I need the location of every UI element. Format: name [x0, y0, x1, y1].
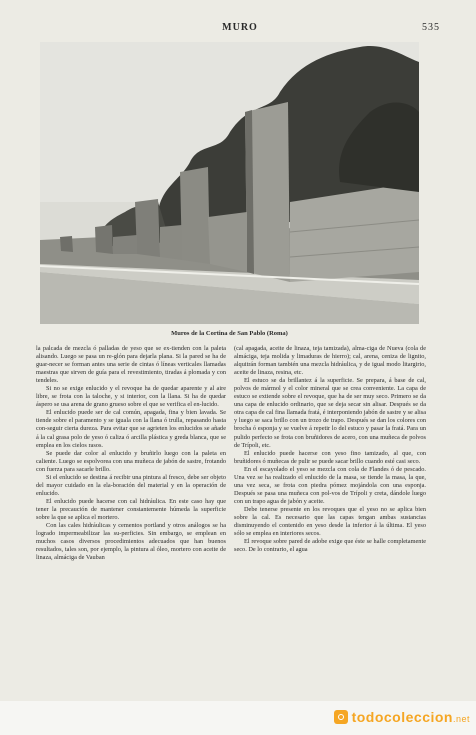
paragraph: la palcada de mezcla ó palladas de yeso que se ex-tienden con la paleta alisando. Luego se pasa un re-glón para dejarla plana. Si la pared se ha de guar-necer se forman antes una serie de cintas ó líneas verticales llamadas maestras que sirven de guía para el revestimiento, tiradas á plomada y con tendeles.: [36, 345, 226, 385]
paragraph: El enlucido puede hacerse con cal hidráulica. En este caso hay que tener la precaución de mantener constantemente húmeda la superficie sobre la que se aplica el mortero.: [36, 497, 226, 521]
paragraph: El estuco se da brillantez á la superficie. Se prepara, á base de cal, polvos de mármol y el color mineral que se crea conveniente. La capa de estuco se extiende sobre el revoque, que ha de ser muy seco. Primero se da una capa de enlucido ordinario, que se deja secar sin alisar. Después se da otra capa de cal fina llamada fratá, é interponiendo jabón de sastre y se alisa y luego se saca brillo con un trozo de trapo. Después se dan los colores con brocha ó esponja y se vuelve á repetir lo del estuco y pasar la fratá. Para un pulido perfecto se frota con bruñidores de acero, con una muñeca de polvos de Trípoli, etc.: [234, 377, 426, 449]
paragraph: Debe tenerse presente en los revoques que el yeso no se aplica bien sobre la cal. Es necesario que las capas tengan ambas sustancias disminuyendo el contenido en yeso desde la inferior á la última. El yeso sólo se emplea en interiores secos.: [234, 505, 426, 538]
paragraph: Si el enlucido se destina á recibir una pintura al fresco, debe ser objeto del mayor cuidado en la ela-boración del material y en la operación de enlucido.: [36, 473, 226, 497]
page-title: MURO: [222, 22, 258, 33]
photo-illustration: [40, 42, 419, 324]
paragraph: El enlucido puede ser de cal común, apagada, fina y bien lavada. Se tiende sobre el paramento y se iguala con la llana ó trulla, repasando hasta con-seguir cierta dureza. Para evitar que se agrieten los enlucidos se añade á la cal grasa polo de yeso ó caliza ó arcilla plástica y greda blanca, que se emplea en los cielos rasos.: [36, 409, 226, 449]
figure-caption: Muros de la Cortina de San Pablo (Roma): [171, 330, 288, 337]
paragraph: Se puede dar color al enlucido y bruñirlo luego con la paleta en caliente. Luego se espolvorea con una muñeca de jabón de sastre, frotando con fuerza para sacarle brillo.: [36, 449, 226, 473]
paragraph: El revoque sobre pared de adobe exige que éste se halle completamente seco. De lo contrario, el agua: [234, 538, 426, 554]
running-head: [40, 22, 440, 36]
paragraph: Con las cales hidráulicas y cementos portland y otros análogos se ha logrado impermeabilizar las su-perficies. Sin embargo, se emplean en muchos casos diversos procedimientos adecuados que han buenos resultados, tales son, por ejemplo, la pintura al óleo, mortero con aceite de linaza, almáciga de Vauban: [36, 522, 226, 562]
logo-text: todocoleccion: [351, 709, 453, 725]
paragraph: En el escayolado el yeso se mezcla con cola de Flandes ó de pescado. Una vez se ha realizado el enlucido de la masa, se tiende la masa, la que, una vez seca, se frota con piedra pómez mojándola con una esponja. Después se pasa una muñeca con pol-vos de Trípoli y creta, dándole luego con un trapo agua de jabón y aceite.: [234, 465, 426, 505]
logo-tld: .net: [452, 714, 470, 724]
photo-walls-san-pablo: [40, 42, 419, 324]
watermark-bar: [0, 701, 476, 735]
paragraph: Si no se exige enlucido y el revoque ha de quedar aparente y al aire libre, se frota con la taloche, y si interior, con la llana. Si ha de quedar áspero se usa arena de grano grueso sobre el que se verifica el en-lucido.: [36, 385, 226, 409]
paragraph: (cal apagada, aceite de linaza, teja tamizada), alma-ciga de Nueva (cola de almáciga, teja molida y limaduras de hierro); cal, arena, ceniza de lignito, alquitrán forman también una mezcla hidráulica, y de igual modo litargirio, aceite de linaza, resina, etc.: [234, 345, 426, 377]
page-number: 535: [422, 22, 440, 33]
paragraph: El enlucido puede hacerse con yeso fino tamizado, al que, con bruñidores ó muñecas de pulir se puede sacar brillo cuando esté casi seco.: [234, 449, 426, 465]
magnifier-logo-icon: [334, 710, 348, 724]
text-column-right: [234, 345, 426, 665]
todocoleccion-logo: [334, 709, 470, 729]
text-column-left: [36, 345, 226, 665]
